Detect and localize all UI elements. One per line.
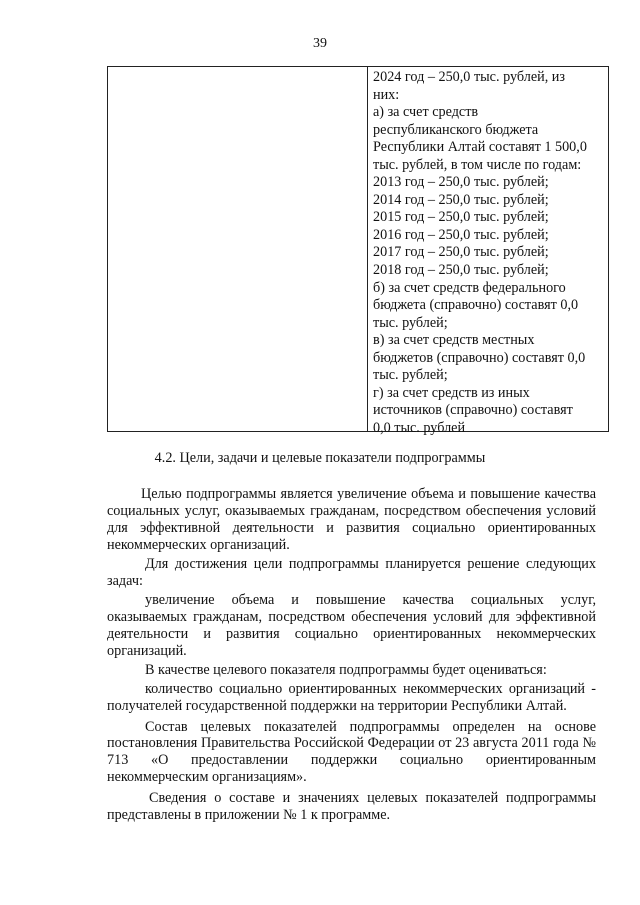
- paragraph-appendix-reference: Сведения о составе и значениях целевых показателей подпрограммы представлены в приложении № 1 к программе.: [107, 790, 596, 824]
- page-number: 39: [313, 36, 327, 51]
- paragraph-indicator: количество социально ориентированных некоммерческих организаций - получателей государственной поддержки на территории Республики Алтай.: [107, 680, 596, 714]
- table-line: 2017 год – 250,0 тыс. рублей;: [373, 244, 549, 261]
- table-line: тыс. рублей, в том числе по годам:: [373, 156, 582, 173]
- paragraph-indicators-basis: Состав целевых показателей подпрограммы определен на основе постановления Правительства Российской Федерации от 23 августа 2011 года № 713 «О предоставлении поддержки социально ориентированным некоммерческим организациям».: [107, 718, 596, 786]
- table-line: Республики Алтай составят 1 500,0: [373, 139, 587, 156]
- body-text: [107, 486, 596, 826]
- table-line: 2018 год – 250,0 тыс. рублей;: [373, 262, 549, 279]
- table-line: республиканского бюджета: [373, 121, 539, 138]
- table-line: в) за счет средств местных: [373, 332, 535, 349]
- paragraph-goal: Целью подпрограммы является увеличение объема и повышение качества социальных услуг, оказываемых гражданам, посредством обеспечения условий для эффективной деятельности и развития социально ориентированных некоммерческих организаций.: [107, 486, 596, 553]
- paragraph-tasks-intro: Для достижения цели подпрограммы планируется решение следующих задач:: [107, 555, 596, 589]
- table-line: тыс. рублей;: [373, 314, 448, 331]
- table-line: бюджета (справочно) составят 0,0: [373, 297, 579, 314]
- table-line: 2016 год – 250,0 тыс. рублей;: [373, 226, 549, 243]
- table-line: тыс. рублей;: [373, 367, 448, 384]
- table-line: г) за счет средств из иных: [373, 384, 530, 401]
- table-line: 2024 год – 250,0 тыс. рублей, из: [373, 69, 566, 85]
- table-left-cell: [108, 67, 368, 431]
- table-line: б) за счет средств федерального: [373, 279, 566, 296]
- table-line: них:: [373, 86, 400, 103]
- table-line: 2015 год – 250,0 тыс. рублей;: [373, 209, 549, 226]
- table-right-cell: [368, 67, 608, 436]
- table-line: 2013 год – 250,0 тыс. рублей;: [373, 174, 549, 191]
- section-heading: 4.2. Цели, задачи и целевые показатели подпрограммы: [154, 450, 486, 466]
- table-line: бюджетов (справочно) составят 0,0: [373, 349, 586, 366]
- table-line: а) за счет средств: [373, 104, 479, 121]
- table-line: источников (справочно) составят: [373, 402, 573, 419]
- paragraph-indicator-intro: В качестве целевого показателя подпрограммы будет оцениваться:: [145, 661, 547, 678]
- table-line: 2014 год – 250,0 тыс. рублей;: [373, 191, 549, 208]
- table-line: 0,0 тыс. рублей: [373, 419, 466, 436]
- paragraph-task: увеличение объема и повышение качества социальных услуг, оказываемых гражданам, посредством обеспечения условий для эффективной деятельности и развития социально ориентированных некоммерческих организаций.: [107, 591, 596, 659]
- funding-table: [107, 66, 609, 436]
